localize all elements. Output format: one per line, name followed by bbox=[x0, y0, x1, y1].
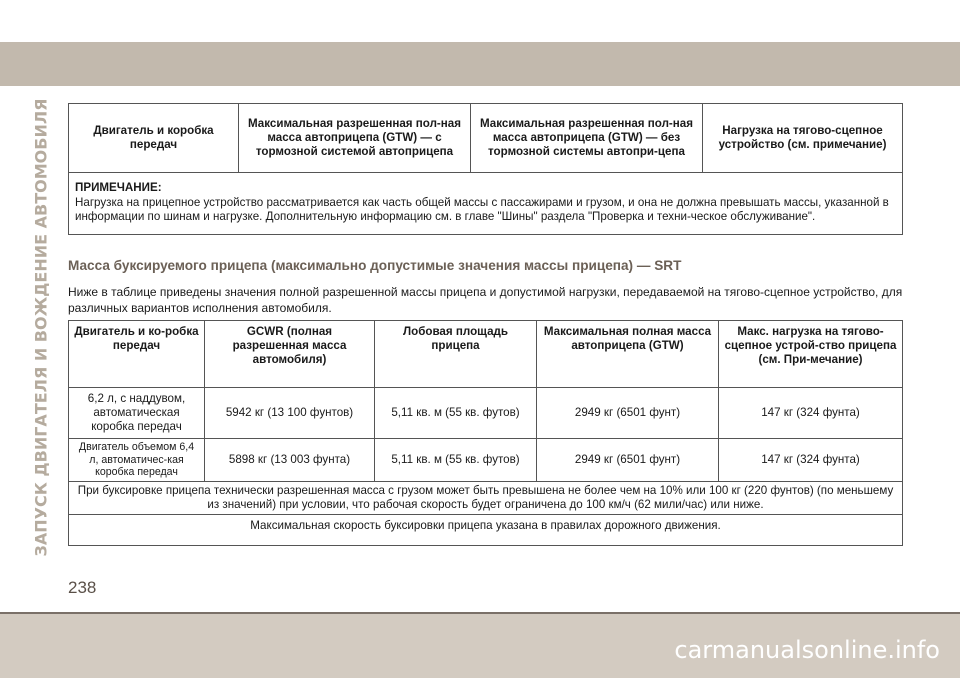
table2-header-row bbox=[69, 321, 903, 388]
table2-header-gcwr: GCWR (полная разрешенная масса автомобиля) bbox=[205, 321, 375, 388]
table1-header-gtw-braked: Максимальная разрешенная пол-ная масса автоприцепа (GTW) — с тормозной системой автоприцепа bbox=[239, 104, 471, 173]
table2-cell-engine: 6,2 л, с наддувом, автоматическая коробка передач bbox=[69, 388, 205, 439]
towing-table-1 bbox=[68, 103, 903, 235]
table2-cell-frontal-area: 5,11 кв. м (55 кв. футов) bbox=[375, 388, 537, 439]
note-text: Нагрузка на прицепное устройство рассматривается как часть общей массы с пассажирами и грузом, и она не должна превышать массы, указанной в информации по шинам и нагрузке. Дополнительную информацию см. в главе "Шины" раздела "Проверка и техни-ческое обслуживание". bbox=[75, 196, 889, 223]
table2-footnote-2: Максимальная скорость буксировки прицепа указана в правилах дорожного движения. bbox=[69, 514, 903, 545]
top-decorative-band bbox=[0, 42, 960, 86]
table2-cell-engine: Двигатель объемом 6,4 л, автоматичес-кая коробка передач bbox=[69, 439, 205, 482]
table2-header-tongue-load: Макс. нагрузка на тягово-сцепное устрой-ство прицепа (см. При-мечание) bbox=[719, 321, 903, 388]
table2-footnote-row-1 bbox=[69, 481, 903, 514]
page-number: 238 bbox=[68, 578, 97, 597]
watermark: carmanualsonline.info bbox=[674, 636, 940, 664]
towing-table-srt bbox=[68, 320, 903, 546]
section-heading: Масса буксируемого прицепа (максимально допустимые значения массы прицепа) — SRT bbox=[68, 258, 682, 273]
table2-cell-gcwr: 5942 кг (13 100 фунтов) bbox=[205, 388, 375, 439]
table1-header-gtw-unbraked: Максимальная разрешенная пол-ная масса автоприцепа (GTW) — без тормозной системы автопри-цепа bbox=[471, 104, 703, 173]
table-row bbox=[69, 388, 903, 439]
chapter-side-label-text: ЗАПУСК ДВИГАТЕЛЯ И ВОЖДЕНИЕ АВТОМОБИЛЯ bbox=[31, 98, 51, 556]
note-title: ПРИМЕЧАНИЕ: bbox=[75, 181, 162, 194]
table2-header-gtw: Максимальная полная масса автоприцепа (GTW) bbox=[537, 321, 719, 388]
table1-note-row bbox=[69, 173, 903, 235]
table2-cell-gtw: 2949 кг (6501 фунт) bbox=[537, 388, 719, 439]
table2-header-engine: Двигатель и ко-робка передач bbox=[69, 321, 205, 388]
table2-cell-tongue-load: 147 кг (324 фунта) bbox=[719, 388, 903, 439]
bottom-band-divider bbox=[0, 612, 960, 614]
table2-cell-tongue-load: 147 кг (324 фунта) bbox=[719, 439, 903, 482]
table2-footnote-1: При буксировке прицепа технически разрешенная масса с грузом может быть превышена не более чем на 10% или 100 кг (220 фунтов) (по меньшему из значений) при условии, что рабочая скорость будет ограничена до 100 км/ч (62 мили/час) или ниже. bbox=[69, 481, 903, 514]
table2-cell-gcwr: 5898 кг (13 003 фунта) bbox=[205, 439, 375, 482]
table1-header-engine: Двигатель и коробка передач bbox=[69, 104, 239, 173]
table2-footnote-row-2 bbox=[69, 514, 903, 545]
table1-header-tongue-load: Нагрузка на тягово-сцепное устройство (см. примечание) bbox=[703, 104, 903, 173]
table-row bbox=[69, 439, 903, 482]
table2-cell-gtw: 2949 кг (6501 фунт) bbox=[537, 439, 719, 482]
chapter-side-label bbox=[26, 98, 56, 556]
table1-note-cell bbox=[69, 173, 903, 235]
table1-header-row bbox=[69, 104, 903, 173]
intro-paragraph: Ниже в таблице приведены значения полной разрешенной массы прицепа и допустимой нагрузки, передаваемой на тягово-сцепное устройство, для различных вариантов исполнения автомобиля. bbox=[68, 285, 903, 315]
table2-header-frontal-area: Лобовая площадь прицепа bbox=[375, 321, 537, 388]
table2-cell-frontal-area: 5,11 кв. м (55 кв. футов) bbox=[375, 439, 537, 482]
